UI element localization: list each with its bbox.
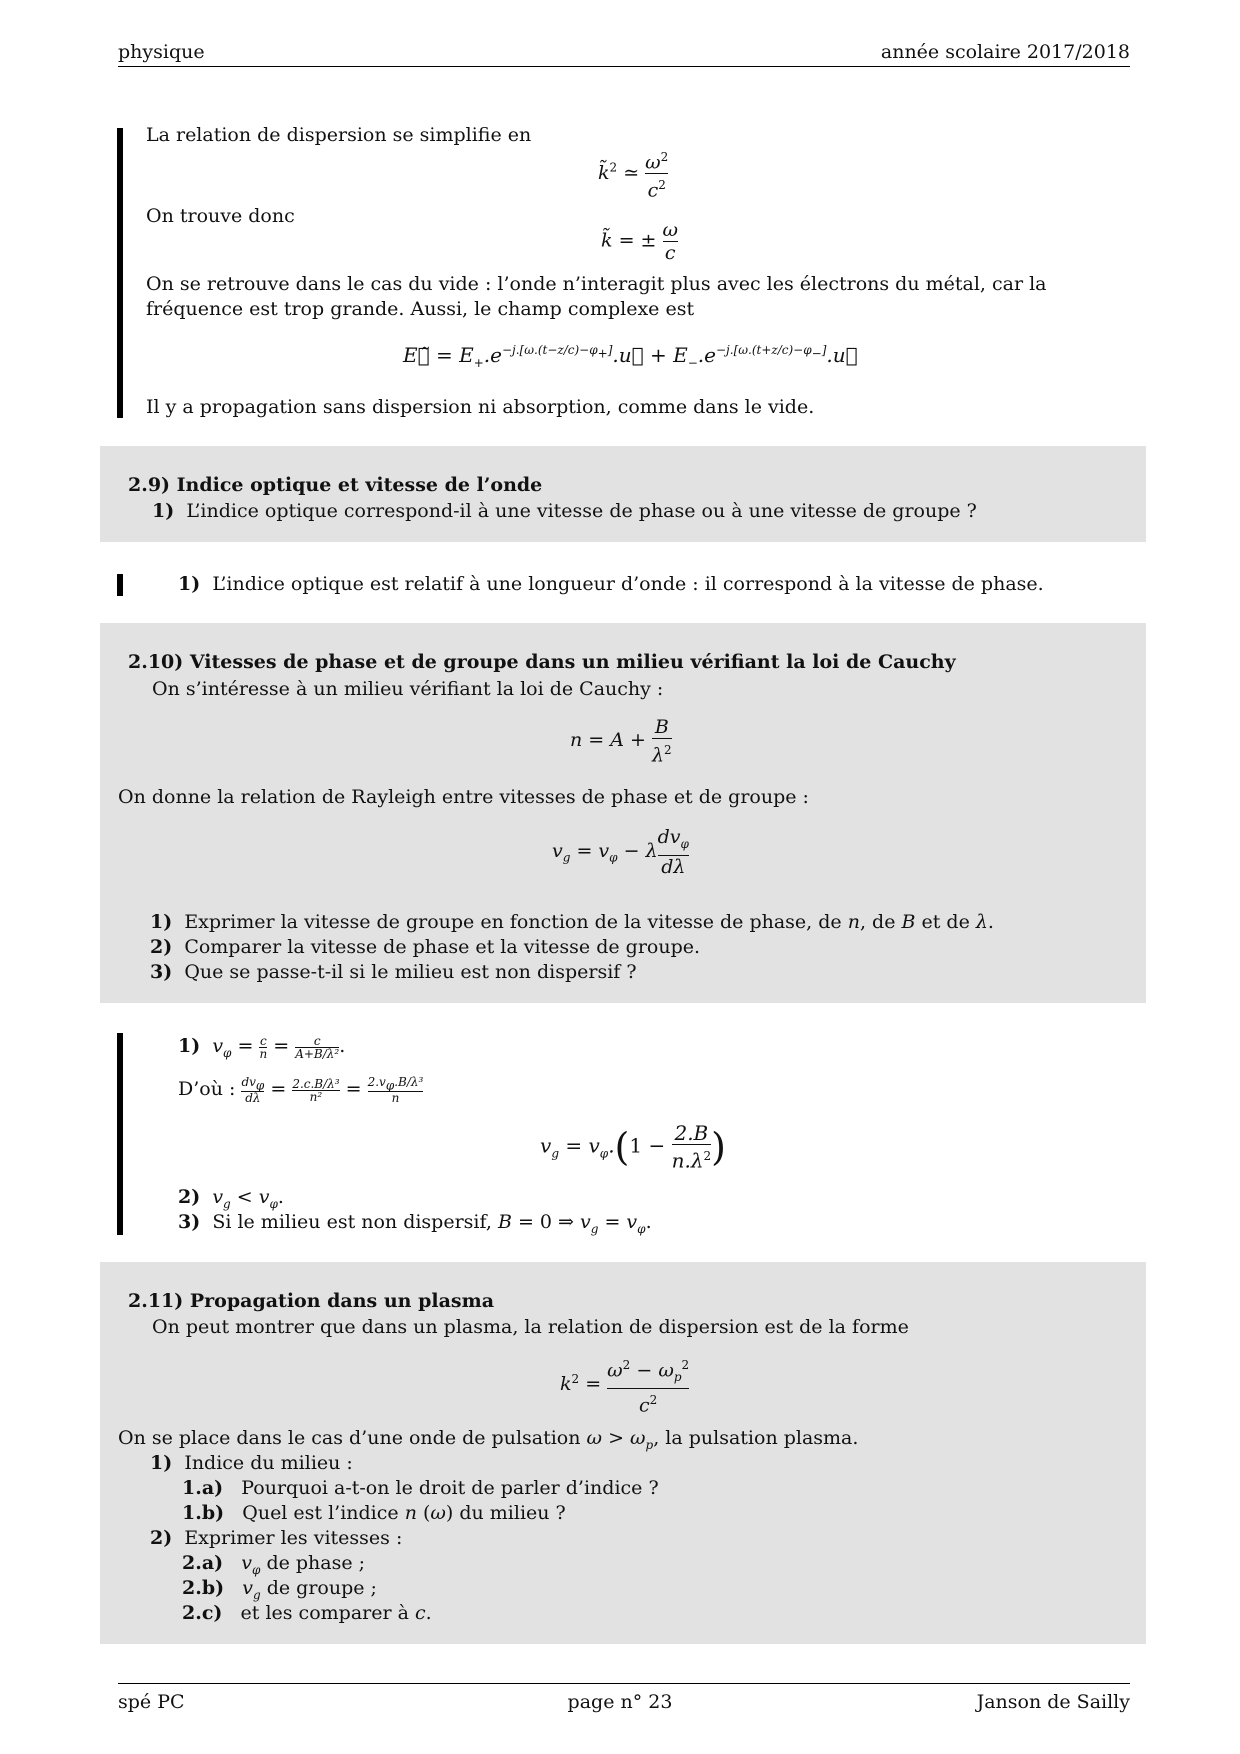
answer-2-10-doou: D’où : $dv_\varphi$ dλ = $\frac{\text{2.c.B/λ³}}{\text{n²}}$ = $\frac{2.v_\varphi.B/\lambda^3}{n}$ xyxy=(178,1075,424,1106)
exercise-2-9-title: 2.9) Indice optique et vitesse de l’onde xyxy=(128,474,543,496)
question-number: 1.a) xyxy=(182,1477,224,1499)
question-text: Comparer la vitesse de phase et la vitesse de groupe. xyxy=(184,936,701,958)
equation-plasma-dispersion: $k^2$ = $\frac{\omega^2 - \omega_p^2}{c^2}$ xyxy=(560,1358,690,1417)
question-text: Quel est l’indice xyxy=(242,1502,405,1524)
block1-last-line: Il y a propagation sans dispersion ni absorption, comme dans le vide. xyxy=(146,396,815,418)
footer-rule xyxy=(118,1683,1130,1684)
answer-bar xyxy=(117,1033,123,1235)
equation-cauchy-law: n = A + $\frac{B}{\lambda^2}$ xyxy=(570,716,672,767)
equation-group-velocity: $v_g = v_\varphi.(1$ − $\frac{2.B}{n.\lambda^2}$ ) xyxy=(540,1121,726,1173)
equation-k-tilde-squared: k̃$^2$ ≃ $\frac{\omega^2}{c^2}$ xyxy=(598,150,669,202)
question-text: Pourquoi a-t-on le droit de parler d’indice ? xyxy=(241,1477,659,1499)
question-text: et les comparer à xyxy=(240,1602,415,1624)
question-text: Indice du milieu : xyxy=(184,1452,353,1474)
exercise-2-10-question-2 xyxy=(150,935,700,959)
equation-rayleigh: $v_g = v_\varphi - \lambda$ $\frac{dv_\varphi}{d\lambda}$ xyxy=(552,826,689,878)
question-number: 1.b) xyxy=(182,1502,225,1524)
answer-number: 2) xyxy=(178,1186,201,1208)
question-text: , de xyxy=(859,911,902,933)
exercise-2-9-question xyxy=(152,499,977,523)
exercise-2-11-question-2c: 2.c) et les comparer à c. xyxy=(182,1602,432,1624)
exercise-2-11-question-1a xyxy=(182,1476,659,1500)
footer-school: Janson de Sailly xyxy=(976,1691,1130,1713)
equation-complex-field: E⃗̃ = $E_+.e^{-j.[\omega.(t-z/c)-\varphi_+]}.u⃗$ + $E_-.e^{-j.[\omega.(t+z/c)-\varphi_-]}.u⃗$ xyxy=(403,343,858,370)
answer-number: 1) xyxy=(178,1035,201,1057)
question-number: 2) xyxy=(150,1527,173,1549)
question-text: Exprimer les vitesses : xyxy=(184,1527,403,1549)
answer-bar xyxy=(117,128,123,418)
exercise-2-10-intro: On s’intéresse à un milieu vérifiant la loi de Cauchy : xyxy=(152,678,664,700)
answer-2-10-line-1: 1) $v_\varphi$ = $\frac{c}{n}$ = $\frac{c}{\text{A+B/λ²}}$ . xyxy=(178,1033,346,1061)
answer-2-10-line-2: 2) $v_g < v_\varphi$. xyxy=(178,1186,284,1211)
answer-2-9 xyxy=(178,572,1044,596)
question-number: 1) xyxy=(150,911,173,933)
question-text: Que se passe-t-il si le milieu est non dispersif ? xyxy=(184,961,637,983)
question-number: 1) xyxy=(152,500,175,522)
block1-line2: On trouve donc xyxy=(146,205,295,227)
question-number: 1) xyxy=(150,1452,173,1474)
exercise-2-10-title: 2.10) Vitesses de phase et de groupe dans un milieu vérifiant la loi de Cauchy xyxy=(128,651,956,673)
question-number: 2.b) xyxy=(182,1577,225,1599)
answer-text: D’où : xyxy=(178,1078,236,1101)
header-subject: physique xyxy=(118,41,205,63)
header-school-year: année scolaire 2017/2018 xyxy=(880,41,1130,63)
exercise-2-10-question-3 xyxy=(150,960,637,984)
exercise-2-11-question-1b: 1.b) Quel est l’indice n (ω) du milieu ? xyxy=(182,1502,566,1524)
exercise-2-11-question-2 xyxy=(150,1526,402,1550)
exercise-2-11-pulsation: On se place dans le cas d’une onde de pulsation $\omega > \omega_p$, la pulsation plasma. xyxy=(118,1427,859,1452)
answer-bar xyxy=(117,574,123,596)
exercise-2-10-question-1: 1) Exprimer la vitesse de groupe en fonction de la vitesse de phase, de n, de B et de λ. xyxy=(150,911,994,933)
block1-paragraph: On se retrouve dans le cas du vide : l’onde n’interagit plus avec les électrons du métal, car la fréquence est trop grande. Aussi, le champ complexe est xyxy=(146,273,1047,320)
footer-page-number: page n° 23 xyxy=(567,1691,673,1713)
paragraph-text: , la pulsation plasma. xyxy=(653,1427,859,1449)
answer-2-10-line-3: 3) Si le milieu est non dispersif, B = 0 ⇒ $v_g = v_\varphi$. xyxy=(178,1211,652,1236)
question-text: L’indice optique correspond-il à une vitesse de phase ou à une vitesse de groupe ? xyxy=(186,500,977,522)
exercise-2-11-question-1 xyxy=(150,1451,353,1475)
exercise-2-11-title: 2.11) Propagation dans un plasma xyxy=(128,1290,495,1312)
question-number: 3) xyxy=(150,961,173,983)
question-text: et de xyxy=(915,911,976,933)
answer-number: 3) xyxy=(178,1211,201,1233)
question-text: de groupe ; xyxy=(260,1577,377,1599)
answer-text: L’indice optique est relatif à une longueur d’onde : il correspond à la vitesse de phase. xyxy=(212,573,1044,595)
question-number: 2) xyxy=(150,936,173,958)
exercise-2-11-intro: On peut montrer que dans un plasma, la relation de dispersion est de la forme xyxy=(152,1316,909,1338)
exercise-2-11-question-2a: 2.a) $v_\varphi$ de phase ; xyxy=(182,1552,366,1577)
paragraph-text: On se place dans le cas d’une onde de pulsation xyxy=(118,1427,587,1449)
answer-text: Si le milieu est non dispersif, xyxy=(212,1211,498,1233)
exercise-2-10-rayleigh: On donne la relation de Rayleigh entre vitesses de phase et de groupe : xyxy=(118,786,809,808)
exercise-2-11-question-2b: 2.b) $v_g$ de groupe ; xyxy=(182,1577,377,1602)
block1-line1: La relation de dispersion se simplifie en xyxy=(146,124,532,146)
question-text: de phase ; xyxy=(260,1552,366,1574)
equation-k-tilde: k̃ = ± $\frac{\omega}{c}$ xyxy=(601,219,678,264)
answer-number: 1) xyxy=(178,573,201,595)
question-number: 2.c) xyxy=(182,1602,223,1624)
footer-class: spé PC xyxy=(118,1691,185,1713)
question-text: Exprimer la vitesse de groupe en fonction de la vitesse de phase, de xyxy=(184,911,848,933)
header-rule xyxy=(118,66,1130,67)
question-number: 2.a) xyxy=(182,1552,224,1574)
question-text: du milieu ? xyxy=(453,1502,566,1524)
